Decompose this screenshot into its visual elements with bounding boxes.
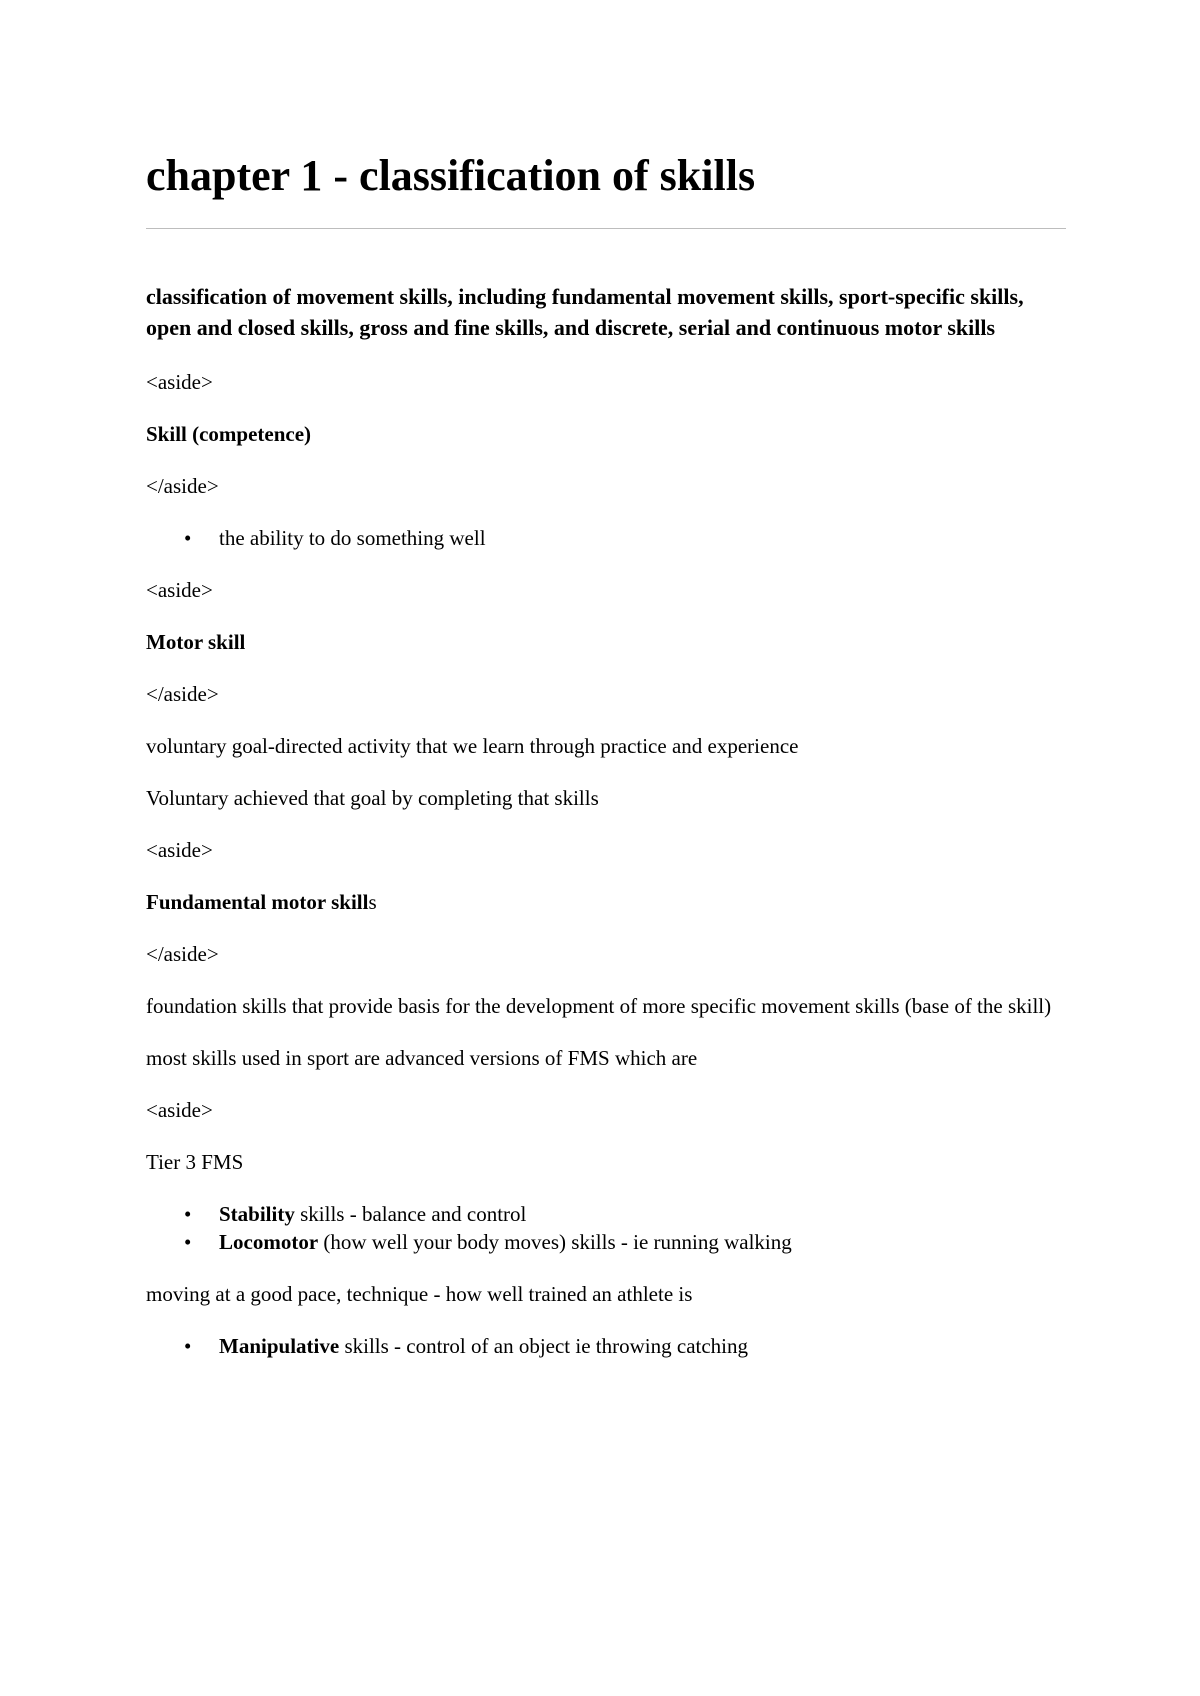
- list-item: [146, 1200, 1066, 1228]
- motor-skill-definition: voluntary goal-directed activity that we learn through practice and experience: [146, 734, 799, 758]
- list-item-text: the ability to do something well: [219, 526, 486, 550]
- fms-heading-bold: Fundamental motor skill: [146, 890, 369, 914]
- section-subtitle: classification of movement skills, including fundamental movement skills, sport-specific skills, open and closed skills, gross and fine skills, and discrete, serial and continuous motor skills: [146, 284, 1024, 340]
- fms-heading-rest: s: [368, 890, 377, 914]
- aside-open-tag: <aside>: [146, 838, 213, 862]
- list-item: [146, 1228, 1066, 1256]
- fms-definition: foundation skills that provide basis for the development of more specific movement skills (base of the skill): [146, 994, 1052, 1018]
- fms-heading: [146, 888, 1066, 916]
- pace-note: moving at a good pace, technique - how well trained an athlete is: [146, 1282, 693, 1306]
- document-page: [146, 148, 1066, 1360]
- skill-heading: Skill (competence): [146, 422, 312, 446]
- aside-close-tag: </aside>: [146, 682, 219, 706]
- manipulative-text: skills - control of an object ie throwing catching: [339, 1334, 749, 1358]
- locomotor-term: Locomotor: [219, 1230, 319, 1254]
- skill-list: [146, 524, 1066, 552]
- title-divider: [146, 228, 1066, 229]
- locomotor-text: (how well your body moves) skills - ie running walking: [318, 1230, 792, 1254]
- stability-text: skills - balance and control: [294, 1202, 527, 1226]
- list-item: [146, 524, 1066, 552]
- tier-label: Tier 3 FMS: [146, 1150, 244, 1174]
- aside-open-tag: <aside>: [146, 370, 213, 394]
- manipulative-term: Manipulative: [219, 1334, 340, 1358]
- fms-skill-list: [146, 1200, 1066, 1256]
- aside-close-tag: </aside>: [146, 474, 219, 498]
- page-title: chapter 1 - classification of skills: [146, 151, 756, 200]
- motor-skill-heading: Motor skill: [146, 630, 246, 654]
- list-item: [146, 1332, 1066, 1360]
- aside-open-tag: <aside>: [146, 578, 213, 602]
- manipulative-list: [146, 1332, 1066, 1360]
- motor-skill-note: Voluntary achieved that goal by completing that skills: [146, 786, 599, 810]
- aside-close-tag: </aside>: [146, 942, 219, 966]
- stability-term: Stability: [219, 1202, 295, 1226]
- fms-note: most skills used in sport are advanced versions of FMS which are: [146, 1046, 698, 1070]
- aside-open-tag: <aside>: [146, 1098, 213, 1122]
